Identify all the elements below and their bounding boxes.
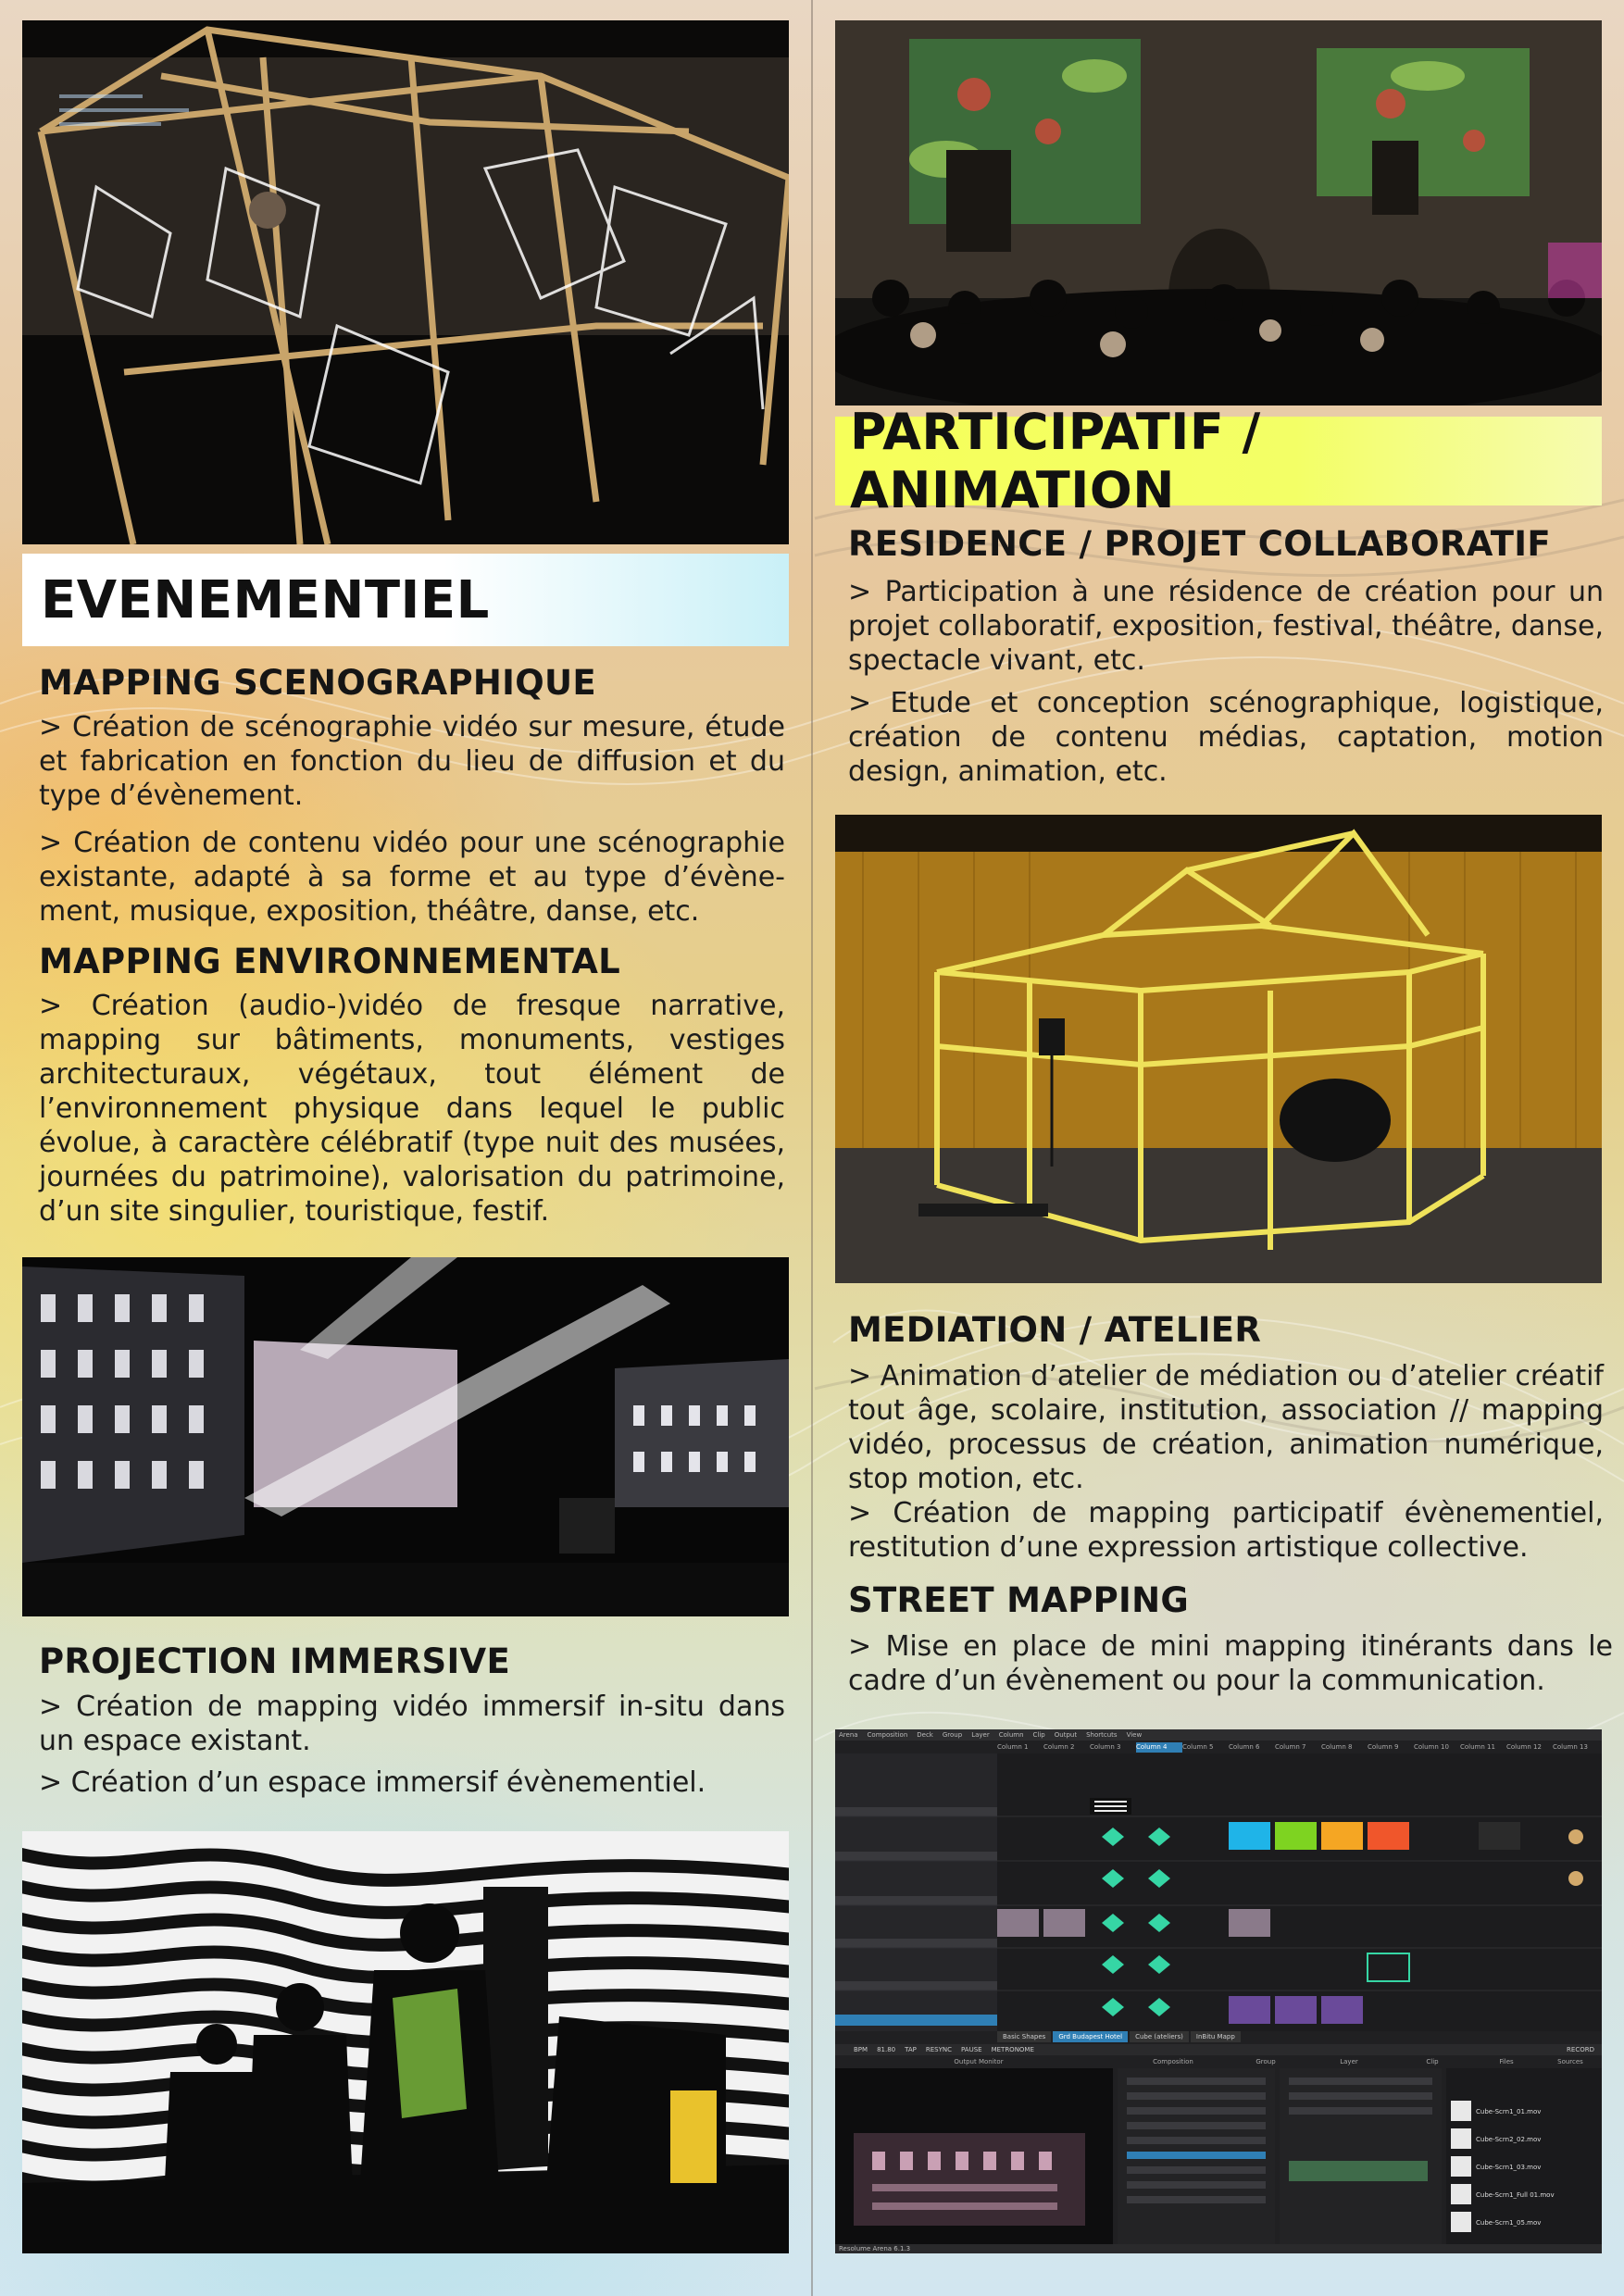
photo-facade-mapping-crowd: [835, 20, 1602, 406]
paragraph: > Création de mapping participatif évènementiel, restitution d’une expression artistique collective.: [848, 1497, 1604, 1564]
panel-title: Layer: [1340, 2058, 1358, 2065]
status-text: Resolume Arena 6.1.3: [839, 2245, 911, 2252]
photo-wooden-frame-studio: [835, 815, 1602, 1283]
section-title-projection-immersive: PROJECTION IMMERSIVE: [39, 1641, 511, 1681]
column-label: Column 9: [1368, 1743, 1399, 1751]
menu-item: Layer: [971, 1731, 990, 1739]
column-label: Column 10: [1414, 1743, 1449, 1751]
deck-tab: Cube (ateliers): [1130, 2031, 1189, 2042]
file-list: [1476, 2098, 1600, 2237]
panel-title: Clip: [1426, 2058, 1439, 2065]
menu-item: Deck: [917, 1731, 933, 1739]
column-divider: [811, 0, 813, 2296]
file-item: Cube-Scrn1_Full 01.mov: [1476, 2191, 1555, 2199]
software-screenshot-resolume: [835, 1729, 1602, 2253]
column-label: Column 6: [1229, 1743, 1260, 1751]
column-label: Column 1: [997, 1743, 1029, 1751]
paragraph: > Animation d’atelier de médiation ou d’atelier créatif tout âge, scolaire, institution, association // mapping vidéo, processus de création, animation numérique, stop motion, etc.: [848, 1360, 1604, 1495]
photo-immersive-stripes-room: [22, 1831, 789, 2253]
menu-item: Group: [942, 1731, 963, 1739]
section-title-street-mapping: STREET MAPPING: [848, 1580, 1190, 1620]
paragraph: > Création (audio-)vidéo de fresque narrative, mapping sur bâtiments, monuments, vestiges architecturaux, végétaux, tout élément de l’environnement physique dans lequel le public évolue, à caractère célébratif (type nuit des musées, journées du patrimoine), valorisation du patrimoine, d’un site singulier, touristique, festif.: [39, 990, 785, 1228]
column-label: Column 3: [1090, 1743, 1121, 1751]
menu-item: Arena: [839, 1731, 858, 1739]
resync-button: RESYNC: [925, 2046, 953, 2053]
banner-title: PARTICIPATIF / ANIMATION: [850, 403, 1261, 519]
menu-item: View: [1126, 1731, 1143, 1739]
column-label: Column 5: [1182, 1743, 1214, 1751]
panel-title: Files: [1499, 2058, 1514, 2065]
section-banner-evenementiel: [22, 554, 789, 646]
deck-tab: Basic Shapes: [997, 2031, 1051, 2042]
section-title-mediation-atelier: MEDIATION / ATELIER: [848, 1310, 1262, 1350]
panel-title: Composition: [1153, 2058, 1193, 2065]
column-label: Column 4: [1136, 1742, 1182, 1753]
panel-title: Group: [1255, 2058, 1276, 2065]
deck-tab: InBitu Mapp: [1191, 2031, 1241, 2042]
paragraph: > Création de scénographie vidéo sur mesure, étude et fabrication en fonction du lieu de diffusion et du type d’évènement.: [39, 711, 785, 812]
file-item: Cube-Scrn1_01.mov: [1476, 2108, 1542, 2115]
section-title-mapping-scenographique: MAPPING SCENOGRAPHIQUE: [39, 663, 596, 703]
column-label: Column 8: [1321, 1743, 1353, 1751]
menu-item: Composition: [867, 1731, 908, 1739]
column-label: Column 11: [1460, 1743, 1495, 1751]
section-title-residence-projet-collaboratif: RESIDENCE / PROJET COLLABORATIF: [848, 524, 1551, 564]
record-button: RECORD: [1567, 2046, 1594, 2053]
tap-button: TAP: [905, 2046, 917, 2053]
paragraph: > Mise en place de mini mapping itinérants dans le cadre d’un évènement ou pour la communication.: [848, 1630, 1613, 1697]
column-header-row: [997, 1742, 1602, 1753]
menu-item: Clip: [1032, 1731, 1045, 1739]
bpm-value: 81.80: [877, 2046, 896, 2053]
menu-bar: [835, 1729, 1602, 1741]
banner-title: EVENEMENTIEL: [41, 569, 490, 630]
menu-item: Output: [1054, 1731, 1078, 1739]
bpm-label: BPM: [854, 2046, 868, 2053]
pause-button: PAUSE: [961, 2046, 982, 2053]
paragraph: > Création d’un espace immersif évènementiel.: [39, 1766, 706, 1799]
panel-headers: [835, 2057, 1602, 2066]
paragraph: > Création de contenu vidéo pour une scénographie existante, adapté à sa forme et au type d’évène-ment, musique, exposition, théâtre, danse, etc.: [39, 827, 785, 928]
paragraph: > Création de mapping vidéo immersif in-situ dans un espace existant.: [39, 1691, 785, 1757]
paragraph: > Etude et conception scénographique, logistique, création de contenu médias, captation, motion design, animation, etc.: [848, 687, 1604, 788]
column-label: Column 2: [1043, 1743, 1075, 1751]
metronome-button: METRONOME: [991, 2046, 1034, 2053]
column-label: Column 7: [1275, 1743, 1306, 1751]
menu-item: Shortcuts: [1086, 1731, 1118, 1739]
deck-tab: Grd Budapest Hotel: [1053, 2031, 1128, 2042]
transport-bar: [835, 2044, 1602, 2055]
clip-grid: [835, 1753, 1602, 2031]
panel-title: Output Monitor: [954, 2058, 1004, 2065]
column-label: Column 13: [1553, 1743, 1588, 1751]
panel-title: Sources: [1557, 2058, 1583, 2065]
deck-tabs: [997, 2031, 1241, 2042]
photo-concert-projection: [22, 1257, 789, 1616]
file-item: Cube-Scrn2_02.mov: [1476, 2136, 1542, 2143]
file-item: Cube-Scrn1_03.mov: [1476, 2164, 1542, 2171]
status-bar: [835, 2244, 1602, 2253]
menu-item: Column: [998, 1731, 1024, 1739]
section-title-mapping-environnemental: MAPPING ENVIRONNEMENTAL: [39, 942, 621, 981]
section-banner-participatif-animation: [835, 403, 1602, 519]
column-label: Column 12: [1506, 1743, 1542, 1751]
photo-house-frame-installation: [22, 20, 789, 544]
file-item: Cube-Scrn1_05.mov: [1476, 2219, 1542, 2227]
paragraph: > Participation à une résidence de création pour un projet collaboratif, exposition, festival, théâtre, danse, spectacle vivant, etc.: [848, 576, 1604, 677]
